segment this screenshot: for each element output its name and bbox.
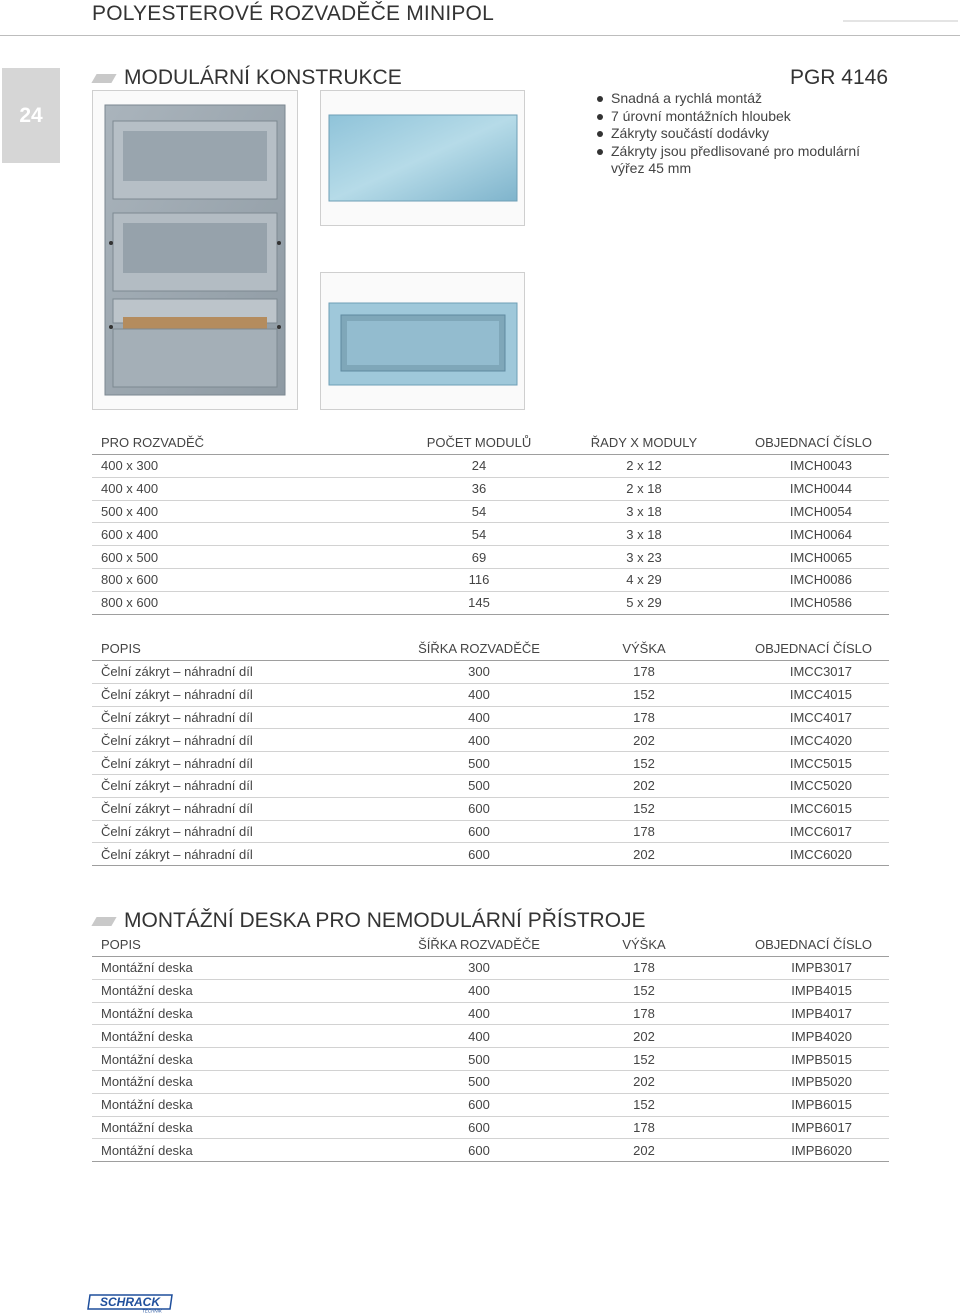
- table-cell: 152: [567, 979, 721, 1002]
- table-cell: 202: [567, 843, 721, 866]
- table-row: [92, 752, 889, 775]
- table-cell: Čelní zákryt – náhradní díl: [92, 729, 391, 752]
- table-row: [92, 500, 889, 523]
- table-row: [92, 591, 889, 614]
- table-cell: 500: [391, 1070, 567, 1093]
- table-cell: 400 x 400: [92, 477, 391, 500]
- table-cell: 600 x 500: [92, 546, 391, 569]
- column-header: POČET MODULŮ: [391, 431, 567, 455]
- column-header: PRO ROZVADĚČ: [92, 431, 391, 455]
- table-cell: 500: [391, 752, 567, 775]
- table-cell: 69: [391, 546, 567, 569]
- logo-subtext: TECHNIK: [142, 1308, 162, 1313]
- column-header: POPIS: [92, 933, 391, 957]
- table-modular-covers: [92, 431, 889, 615]
- column-header: ŠÍŘKA ROZVADĚČE: [391, 933, 567, 957]
- table-cell: 3 x 23: [567, 546, 721, 569]
- table-header-row: [92, 637, 889, 661]
- table-cell: 600 x 400: [92, 523, 391, 546]
- table-header-row: [92, 933, 889, 957]
- table-cell: 36: [391, 477, 567, 500]
- table-cell: IMCH0065: [721, 546, 889, 569]
- table-cell: 3 x 18: [567, 500, 721, 523]
- table-cell: Montážní deska: [92, 979, 391, 1002]
- column-header: ŘADY X MODULY: [567, 431, 721, 455]
- schrack-logo: [86, 1293, 174, 1313]
- table-cell: Montážní deska: [92, 1093, 391, 1116]
- table-cell: IMPB6020: [721, 1139, 889, 1162]
- table-cell: 178: [567, 1002, 721, 1025]
- table-cell: Montážní deska: [92, 1025, 391, 1048]
- section-title: MONTÁŽNÍ DESKA PRO NEMODULÁRNÍ PŘÍSTROJE: [124, 909, 646, 932]
- table-row: [92, 1093, 889, 1116]
- table-cell: 600: [391, 1139, 567, 1162]
- table-row: [92, 661, 889, 684]
- photo-enclosure: [92, 90, 298, 410]
- table-cell: IMPB5015: [721, 1048, 889, 1071]
- table-cell: 152: [567, 1048, 721, 1071]
- front-cover-illustration: [321, 273, 524, 409]
- table-cell: 600: [391, 820, 567, 843]
- table-row: [92, 1048, 889, 1071]
- table-cell: 178: [567, 661, 721, 684]
- table-cell: IMCH0044: [721, 477, 889, 500]
- table-cell: 178: [567, 820, 721, 843]
- table-row: [92, 683, 889, 706]
- header-tab-decoration: [843, 20, 958, 22]
- table-row: [92, 774, 889, 797]
- table-cell: IMCC5015: [721, 752, 889, 775]
- table-cell: IMPB6017: [721, 1116, 889, 1139]
- table-row: [92, 797, 889, 820]
- table-cell: Čelní zákryt – náhradní díl: [92, 683, 391, 706]
- table-row: [92, 843, 889, 866]
- table-front-covers: [92, 637, 889, 866]
- column-header: OBJEDNACÍ ČÍSLO: [721, 933, 889, 957]
- table-cell: 202: [567, 1139, 721, 1162]
- table-mounting-plates: [92, 933, 889, 1162]
- table-cell: IMCH0064: [721, 523, 889, 546]
- table-cell: 152: [567, 752, 721, 775]
- table-cell: IMCC4017: [721, 706, 889, 729]
- mounting-plate-illustration: [321, 91, 524, 225]
- table-cell: 202: [567, 774, 721, 797]
- table-cell: 54: [391, 523, 567, 546]
- feature-list: [596, 90, 896, 178]
- table-cell: Montážní deska: [92, 1139, 391, 1162]
- table-cell: Montážní deska: [92, 1002, 391, 1025]
- page-header-title: POLYESTEROVÉ ROZVADĚČE MINIPOL: [92, 2, 494, 25]
- table-cell: IMCC6015: [721, 797, 889, 820]
- table-row: [92, 477, 889, 500]
- table-cell: Čelní zákryt – náhradní díl: [92, 843, 391, 866]
- table-cell: Montážní deska: [92, 1070, 391, 1093]
- section-marker-icon: [91, 74, 116, 83]
- table-cell: 116: [391, 568, 567, 591]
- table-cell: 2 x 18: [567, 477, 721, 500]
- table-cell: 202: [567, 729, 721, 752]
- table-cell: 400 x 300: [92, 455, 391, 478]
- table-cell: IMCC4015: [721, 683, 889, 706]
- photo-mounting-plate: [320, 90, 525, 226]
- table-cell: 500: [391, 1048, 567, 1071]
- table-cell: 800 x 600: [92, 591, 391, 614]
- table-row: [92, 706, 889, 729]
- table-row: [92, 568, 889, 591]
- table-cell: 500 x 400: [92, 500, 391, 523]
- column-header: OBJEDNACÍ ČÍSLO: [721, 431, 889, 455]
- feature-item: 7 úrovní montážních hloubek: [596, 108, 896, 126]
- table-row: [92, 957, 889, 980]
- section-title: MODULÁRNÍ KONSTRUKCE: [124, 66, 402, 89]
- table-cell: 600: [391, 1116, 567, 1139]
- table-cell: 202: [567, 1070, 721, 1093]
- table-header-row: [92, 431, 889, 455]
- feature-item: Snadná a rychlá montáž: [596, 90, 896, 108]
- table-cell: 2 x 12: [567, 455, 721, 478]
- table-cell: 24: [391, 455, 567, 478]
- table-cell: IMCC3017: [721, 661, 889, 684]
- table-cell: 152: [567, 797, 721, 820]
- table-row: [92, 1116, 889, 1139]
- table-row: [92, 729, 889, 752]
- table-cell: 5 x 29: [567, 591, 721, 614]
- table-cell: IMPB5020: [721, 1070, 889, 1093]
- table-cell: 500: [391, 774, 567, 797]
- section-heading-modular: [92, 66, 402, 90]
- table-cell: Čelní zákryt – náhradní díl: [92, 706, 391, 729]
- table-row: [92, 455, 889, 478]
- table-cell: 300: [391, 957, 567, 980]
- table-cell: Montážní deska: [92, 1048, 391, 1071]
- page-number-tab: [2, 68, 60, 163]
- table-cell: 202: [567, 1025, 721, 1048]
- table-cell: 400: [391, 683, 567, 706]
- table-row: [92, 1025, 889, 1048]
- table-cell: Montážní deska: [92, 957, 391, 980]
- column-header: OBJEDNACÍ ČÍSLO: [721, 637, 889, 661]
- table-row: [92, 523, 889, 546]
- table-row: [92, 1002, 889, 1025]
- table-cell: IMPB3017: [721, 957, 889, 980]
- table-cell: IMCC4020: [721, 729, 889, 752]
- table-cell: 3 x 18: [567, 523, 721, 546]
- table-cell: IMCH0586: [721, 591, 889, 614]
- table-cell: 400: [391, 1025, 567, 1048]
- table-cell: IMCH0043: [721, 455, 889, 478]
- feature-item: Zákryty jsou předlisované pro modulární výřez 45 mm: [596, 143, 896, 178]
- table-cell: 178: [567, 706, 721, 729]
- photo-front-cover: [320, 272, 525, 410]
- table-cell: 400: [391, 706, 567, 729]
- table-cell: IMPB4015: [721, 979, 889, 1002]
- table-cell: IMCH0054: [721, 500, 889, 523]
- table-cell: Čelní zákryt – náhradní díl: [92, 661, 391, 684]
- header-divider: [0, 35, 960, 36]
- table-cell: 178: [567, 1116, 721, 1139]
- table-cell: 600: [391, 1093, 567, 1116]
- table-cell: 800 x 600: [92, 568, 391, 591]
- table-cell: 600: [391, 843, 567, 866]
- table-cell: IMPB4020: [721, 1025, 889, 1048]
- table-cell: 400: [391, 979, 567, 1002]
- table-cell: IMCC5020: [721, 774, 889, 797]
- page-number: 24: [19, 103, 43, 127]
- table-cell: 178: [567, 957, 721, 980]
- table-cell: Čelní zákryt – náhradní díl: [92, 797, 391, 820]
- column-header: VÝŠKA: [567, 637, 721, 661]
- feature-item: Zákryty součástí dodávky: [596, 125, 896, 143]
- table-row: [92, 820, 889, 843]
- table-cell: IMPB6015: [721, 1093, 889, 1116]
- table-row: [92, 546, 889, 569]
- table-cell: 400: [391, 1002, 567, 1025]
- table-cell: 54: [391, 500, 567, 523]
- table-cell: IMCC6020: [721, 843, 889, 866]
- table-row: [92, 1139, 889, 1162]
- section-heading-mounting-plate: [92, 909, 646, 933]
- column-header: VÝŠKA: [567, 933, 721, 957]
- table-cell: 145: [391, 591, 567, 614]
- section-marker-icon: [91, 917, 116, 926]
- table-cell: IMPB4017: [721, 1002, 889, 1025]
- column-header: ŠÍŘKA ROZVADĚČE: [391, 637, 567, 661]
- table-cell: 400: [391, 729, 567, 752]
- product-code: PGR 4146: [789, 66, 888, 89]
- table-cell: 4 x 29: [567, 568, 721, 591]
- table-cell: Čelní zákryt – náhradní díl: [92, 774, 391, 797]
- table-cell: 152: [567, 1093, 721, 1116]
- table-cell: IMCC6017: [721, 820, 889, 843]
- table-row: [92, 1070, 889, 1093]
- table-cell: 600: [391, 797, 567, 820]
- table-cell: IMCH0086: [721, 568, 889, 591]
- table-row: [92, 979, 889, 1002]
- logo-text: SCHRACK: [100, 1295, 160, 1309]
- enclosure-illustration: [93, 91, 297, 409]
- table-cell: 152: [567, 683, 721, 706]
- table-cell: Čelní zákryt – náhradní díl: [92, 752, 391, 775]
- table-cell: 300: [391, 661, 567, 684]
- table-cell: Montážní deska: [92, 1116, 391, 1139]
- column-header: POPIS: [92, 637, 391, 661]
- table-cell: Čelní zákryt – náhradní díl: [92, 820, 391, 843]
